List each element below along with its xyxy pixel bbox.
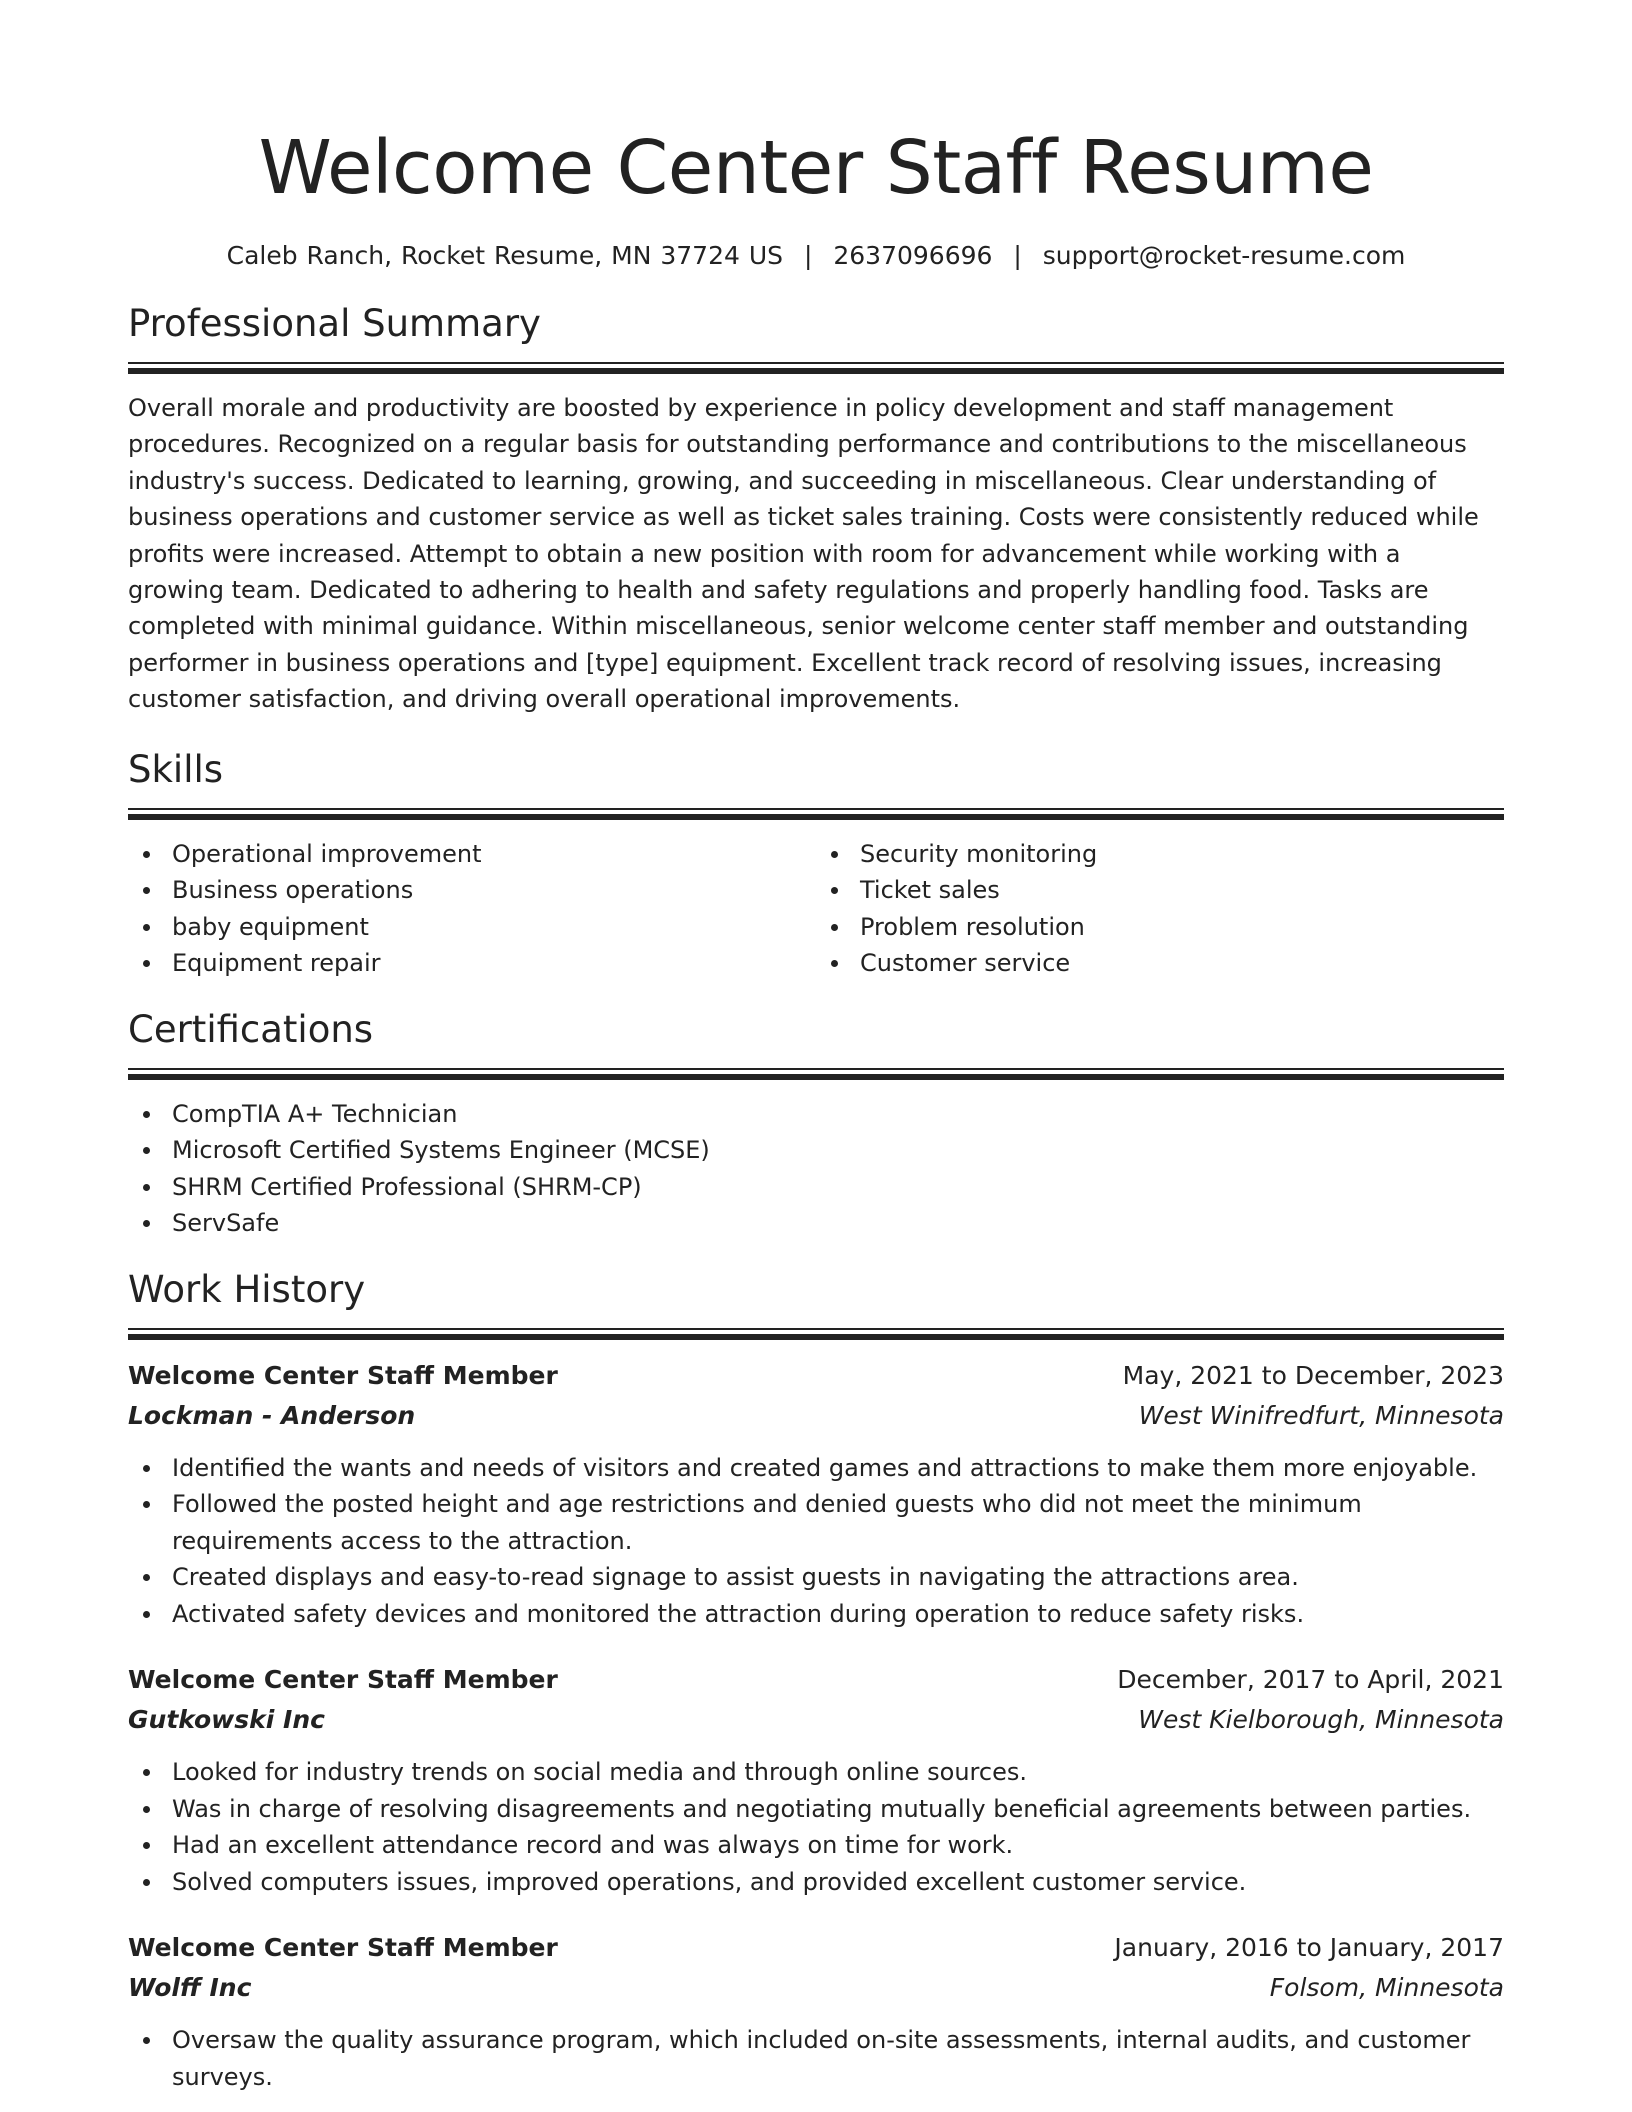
contact-phone: 2637096696: [833, 241, 993, 270]
contact-separator: |: [803, 241, 813, 270]
job-bullet: Activated safety devices and monitored the attraction during operation to reduce safety risks.: [128, 1596, 1504, 1633]
job-location: Folsom, Minnesota: [1269, 1973, 1504, 2003]
job-dates: December, 2017 to April, 2021: [1117, 1665, 1504, 1695]
contact-line: [128, 240, 1504, 272]
skill-item: Business operations: [128, 872, 816, 909]
skills-column-left: [128, 836, 816, 982]
section-title-summary: Professional Summary: [128, 302, 541, 345]
job-bullet: Oversaw the quality assurance program, which included on-site assessments, internal audits, and customer surveys.: [128, 2022, 1504, 2095]
certifications-section: [128, 1006, 1504, 1242]
certification-item: CompTIA A+ Technician: [128, 1096, 1504, 1133]
job-bullet: Looked for industry trends on social media and through online sources.: [128, 1754, 1504, 1791]
job-subheader: [128, 1396, 1504, 1436]
summary-text: Overall morale and productivity are boosted by experience in policy development and staff management procedures. Recognized on a regular basis for outstanding performance and contributions to the miscellaneous industry's success. Dedicated to learning, growing, and succeeding in miscellaneous. Clear understanding of business operations and customer service as well as ticket sales training. Costs were consistently reduced while profits were increased. Attempt to obtain a new position with room for advancement while working with a growing team. Dedicated to adhering to health and safety regulations and properly handling food. Tasks are completed with minimal guidance. Within miscellaneous, senior welcome center staff member and outstanding performer in business operations and [type] equipment. Excellent track record of resolving issues, increasing customer satisfaction, and driving overall operational improvements.: [128, 394, 1479, 714]
contact-separator: |: [1013, 241, 1022, 270]
job-location: West Kielborough, Minnesota: [1138, 1705, 1504, 1735]
contact-address: Caleb Ranch, Rocket Resume, MN 37724 US: [226, 241, 784, 270]
job-title: Welcome Center Staff Member: [128, 1665, 558, 1695]
job-subheader: [128, 1968, 1504, 2008]
job-entry: [128, 1928, 1504, 2095]
section-divider: [128, 808, 1504, 810]
section-divider: [128, 1328, 1504, 1330]
job-title: Welcome Center Staff Member: [128, 1933, 558, 1963]
job-entry: [128, 1356, 1504, 1633]
certifications-list: [128, 1096, 1504, 1242]
skill-item: Customer service: [816, 945, 1504, 982]
skills-column-right: [816, 836, 1504, 982]
certification-item: ServSafe: [128, 1205, 1504, 1242]
certification-item: Microsoft Certified Systems Engineer (MCSE): [128, 1132, 1504, 1169]
skill-item: Security monitoring: [816, 836, 1504, 873]
job-bullet: Followed the posted height and age restrictions and denied guests who did not meet the minimum requirements access to the attraction.: [128, 1486, 1504, 1559]
work-history-section: [128, 1266, 1504, 2096]
skill-item: Problem resolution: [816, 909, 1504, 946]
skills-grid: [128, 836, 1504, 982]
job-title: Welcome Center Staff Member: [128, 1360, 558, 1390]
job-bullets: [128, 1450, 1504, 1633]
job-company: Gutkowski Inc: [128, 1705, 325, 1735]
section-title-certifications: Certifications: [128, 1007, 374, 1051]
contact-email: support@rocket-resume.com: [1042, 241, 1406, 270]
skill-item: Operational improvement: [128, 836, 816, 873]
job-bullets: [128, 2022, 1504, 2095]
job-dates: January, 2016 to January, 2017: [1114, 1933, 1504, 1963]
job-bullet: Had an excellent attendance record and was always on time for work.: [128, 1827, 1504, 1864]
resume-title: Welcome Center Staff Resume: [258, 125, 1374, 211]
job-bullet: Identified the wants and needs of visitors and created games and attractions to make them more enjoyable.: [128, 1450, 1504, 1487]
job-bullet: Was in charge of resolving disagreements and negotiating mutually beneficial agreements between parties.: [128, 1791, 1504, 1828]
job-bullet: Created displays and easy-to-read signage to assist guests in navigating the attractions area.: [128, 1559, 1504, 1596]
skill-item: baby equipment: [128, 909, 816, 946]
job-company: Lockman - Anderson: [128, 1400, 416, 1430]
job-subheader: [128, 1700, 1504, 1740]
skills-section: [128, 746, 1504, 982]
job-bullet: Solved computers issues, improved operations, and provided excellent customer service.: [128, 1864, 1504, 1901]
certification-item: SHRM Certified Professional (SHRM-CP): [128, 1169, 1504, 1206]
section-title-work-history: Work History: [128, 1267, 366, 1311]
job-entry: [128, 1660, 1504, 1900]
section-divider: [128, 1068, 1504, 1070]
skill-item: Equipment repair: [128, 945, 816, 982]
job-header: [128, 1356, 1504, 1396]
job-bullets: [128, 1754, 1504, 1900]
job-location: West Winifredfurt, Minnesota: [1138, 1400, 1504, 1430]
job-company: Wolff Inc: [128, 1973, 252, 2003]
summary-section: [128, 300, 1504, 718]
section-title-skills: Skills: [128, 747, 224, 791]
section-divider: [128, 362, 1504, 364]
job-header: [128, 1928, 1504, 1968]
job-header: [128, 1660, 1504, 1700]
job-dates: May, 2021 to December, 2023: [1122, 1360, 1504, 1390]
skill-item: Ticket sales: [816, 872, 1504, 909]
